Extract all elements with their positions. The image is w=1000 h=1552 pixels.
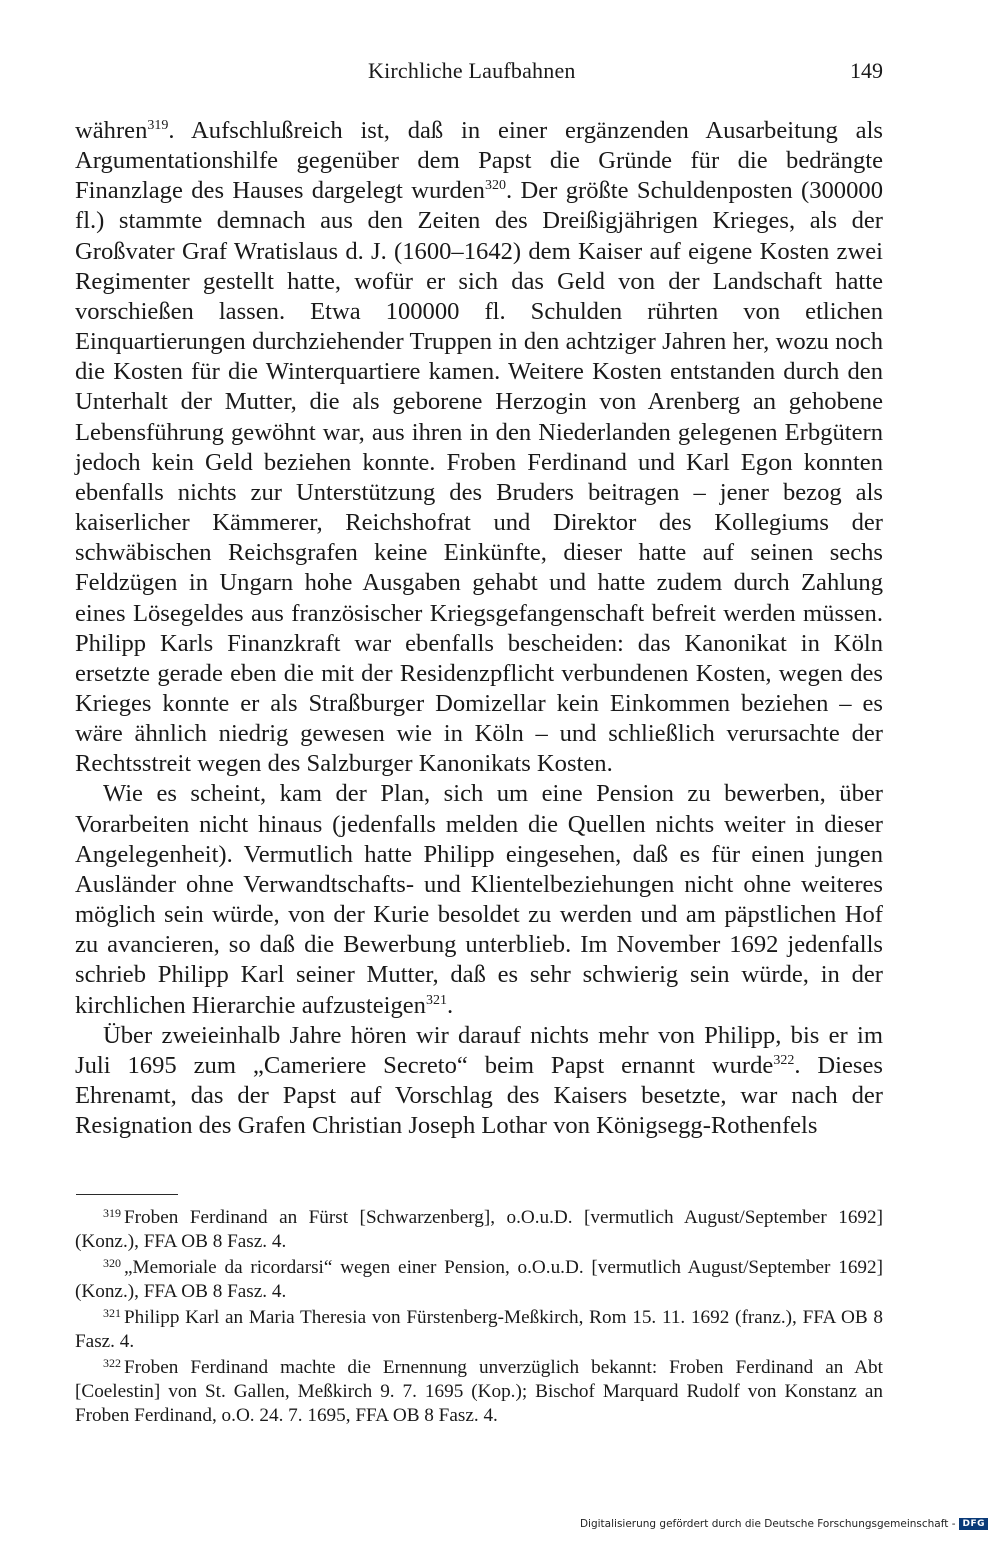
body-text	[75, 116, 883, 1141]
footnote-number: 319	[103, 1206, 121, 1220]
footnote-ref[interactable]: 321	[425, 992, 447, 1008]
running-head	[75, 58, 883, 90]
footnote-number: 321	[103, 1306, 121, 1320]
footnote-ref[interactable]: 322	[773, 1052, 795, 1068]
footnotes	[75, 1206, 883, 1430]
paragraph: Wie es scheint, kam der Plan, sich um eine Pension zu bewerben, über Vorarbeiten nicht hinaus (jedenfalls melden die Quellen nichts weiter in dieser Angelegenheit). Vermutlich hatte Philipp eingesehen, daß es für einen jungen Ausländer ohne Verwandtschafts- und Klientelbeziehungen nicht ohne weiteres möglich sein würde, von der Kurie besoldet zu werden und am päpstlichen Hof zu avancieren, so daß die Bewerbung unterblieb. Im November 1692 jedenfalls schrieb Philipp Karl seiner Mutter, daß es sehr schwierig sein würde, in der kirchlichen Hierarchie aufzusteigen$^{321}$.	[75, 780, 883, 1019]
footnote-ref[interactable]: 319	[147, 118, 169, 133]
footnote: $^{319}$ Froben Ferdinand an Fürst [Schwarzenberg], o.O.u.D. [vermutlich August/September 1692] (Konz.), FFA OB 8 Fasz. 4.	[75, 1206, 883, 1252]
footnote-ref[interactable]: 320	[484, 178, 506, 194]
running-title: Kirchliche Laufbahnen	[368, 58, 576, 83]
scan-credit	[580, 1518, 988, 1530]
paragraph: Über zweieinhalb Jahre hören wir darauf nichts mehr von Philipp, bis er im Juli 1695 zum „Cameriere Secreto“ beim Papst ernannt wurde$^{322}$. Dieses Ehrenamt, das der Papst auf Vorschlag des Kaisers besetzte, war nach der Resignation des Grafen Christian Joseph Lothar von Königsegg-Rothenfels	[75, 1021, 883, 1140]
scan-credit-text: Digitalisierung gefördert durch die Deutsche Forschungsgemeinschaft -	[579, 1518, 956, 1530]
footnote-rule	[76, 1194, 178, 1195]
footnote-number: 320	[103, 1256, 121, 1270]
page-number: 149	[850, 58, 883, 83]
footnote: $^{321}$ Philipp Karl an Maria Theresia von Fürstenberg-Meßkirch, Rom 15. 11. 1692 (franz.), FFA OB 8 Fasz. 4.	[75, 1306, 883, 1352]
footnote: $^{320}$ „Memoriale da ricordarsi“ wegen einer Pension, o.O.u.D. [vermutlich August/September 1692] (Konz.), FFA OB 8 Fasz. 4.	[75, 1256, 883, 1302]
paragraph: währen$^{319}$. Aufschlußreich ist, daß in einer ergänzenden Ausarbeitung als Argumentationshilfe gegenüber dem Papst die Gründe für die bedrängte Finanzlage des Hauses dargelegt wurden$^{320}$. Der größte Schuldenposten (300000 fl.) stammte demnach aus den Zeiten des Dreißigjährigen Krieges, als der Großvater Graf Wratislaus d. J. (1600–1642) dem Kaiser auf eigene Kosten zwei Regimenter gestellt hatte, wofür er sich das Geld von der Landschaft hatte vorschießen lassen. Etwa 100000 fl. Schulden rührten von etlichen Einquartierungen durchziehender Truppen in den achtziger Jahren her, wozu noch die Kosten für die Winterquartiere kamen. Weitere Kosten entstanden durch den Unterhalt der Mutter, die als geborene Herzogin von Arenberg an gehobene Lebensführung gewöhnt war, aus ihren in den Niederlanden gelegenen Erbgütern jedoch kein Geld beziehen konnte. Froben Ferdinand und Karl Egon konnten ebenfalls nichts zur Unterstützung des Bruders beitragen – jener bezog als kaiserlicher Kämmerer, Reichshofrat und Direktor des Kollegiums der schwäbischen Reichsgrafen keine Einkünfte, dieser hatte auf seinen sechs Feldzügen in Ungarn hohe Ausgaben gehabt und hatte zudem durch Zahlung eines Lösegeldes aus französischer Kriegsgefangenschaft befreit werden müssen. Philipp Karls Finanzkraft war ebenfalls bescheiden: das Kanonikat in Köln ersetzte gerade eben die mit der Residenzpflicht verbundenen Kosten, wegen des Krieges konnte er als Straßburger Domizellar kein Einkommen beziehen – es wäre ähnlich niedrig gewesen wie in Köln – und schließlich verursachte der Rechtsstreit wegen des Salzburger Kanonikats Kosten.	[75, 117, 883, 778]
footnote-number: 322	[103, 1356, 121, 1370]
footnote: $^{322}$ Froben Ferdinand machte die Ernennung unverzüglich bekannt: Froben Ferdinand an Abt [Coelestin] von St. Gallen, Meßkirch 9. 7. 1695 (Kop.); Bischof Marquard Rudolf von Konstanz an Froben Ferdinand, o.O. 24. 7. 1695, FFA OB 8 Fasz. 4.	[75, 1356, 883, 1426]
dfg-logo-icon: DFG	[959, 1518, 988, 1530]
